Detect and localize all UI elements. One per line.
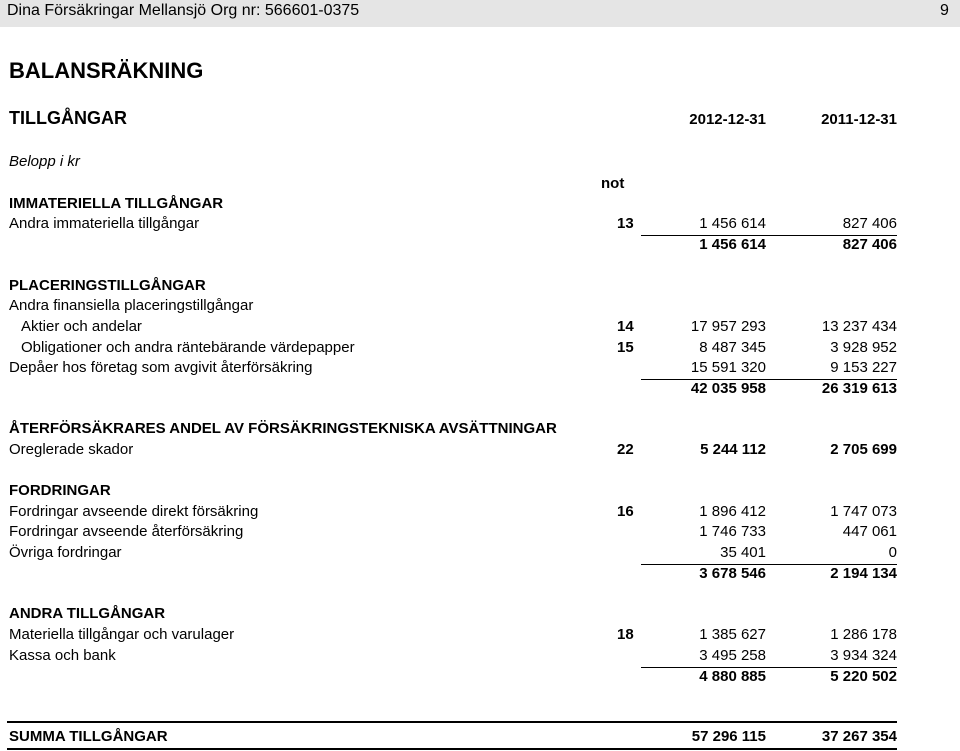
row-value-2011: 827 406	[842, 215, 897, 232]
row-note: 18	[617, 626, 634, 643]
document-title: BALANSRÄKNING	[9, 58, 204, 83]
total-underline	[7, 748, 897, 750]
header-title: Dina Försäkringar Mellansjö Org nr: 566601-0375	[7, 2, 360, 19]
subtotal-2012: 1 456 614	[699, 236, 766, 253]
subtotal-2012: 3 678 546	[699, 565, 766, 582]
row-value-2012: 5 244 112	[700, 441, 766, 458]
section-heading-placering: PLACERINGSTILLGÅNGAR	[9, 277, 206, 294]
row-value-2012: 3 495 258	[699, 647, 766, 664]
column-header-2012: 2012-12-31	[689, 111, 766, 128]
row-value-2012: 8 487 345	[699, 339, 766, 356]
row-value-2012: 15 591 320	[690, 359, 766, 376]
section-heading-andra: ANDRA TILLGÅNGAR	[9, 605, 166, 622]
section-title: TILLGÅNGAR	[9, 108, 127, 128]
row-label: Kassa och bank	[9, 647, 116, 664]
row-note: 14	[617, 318, 634, 335]
subtotal-2011: 2 194 134	[830, 565, 897, 582]
row-value-2012: 35 401	[720, 544, 766, 561]
row-label: Andra immateriella tillgångar	[9, 215, 200, 232]
column-header-2011: 2011-12-31	[821, 111, 897, 128]
row-value-2011: 1 286 178	[830, 626, 897, 643]
row-note: 22	[617, 441, 634, 458]
row-label: Oreglerade skador	[9, 441, 134, 458]
row-label: Depåer hos företag som avgivit återförsäkring	[9, 359, 313, 376]
row-value-2011: 1 747 073	[830, 503, 897, 520]
subtotal-2012: 42 035 958	[690, 380, 766, 397]
note-column-header: not	[601, 175, 625, 192]
subheading: Andra finansiella placeringstillgångar	[9, 297, 254, 314]
row-value-2011: 3 934 324	[830, 647, 897, 664]
row-label: Aktier och andelar	[21, 318, 142, 335]
total-label: SUMMA TILLGÅNGAR	[9, 728, 168, 745]
row-label: Fordringar avseende återförsäkring	[9, 523, 244, 540]
row-note: 13	[617, 215, 634, 232]
row-value-2011: 2 705 699	[830, 441, 897, 458]
row-value-2012: 1 896 412	[699, 503, 766, 520]
total-rule	[7, 721, 897, 723]
row-value-2012: 1 746 733	[699, 523, 766, 540]
total-2012: 57 296 115	[691, 728, 766, 745]
row-label: Fordringar avseende direkt försäkring	[9, 503, 259, 520]
row-value-2011: 13 237 434	[821, 318, 897, 335]
section-heading-fordringar: FORDRINGAR	[9, 482, 111, 499]
row-value-2012: 1 385 627	[699, 626, 766, 643]
subtotal-2011: 827 406	[842, 236, 897, 253]
total-2011: 37 267 354	[821, 728, 897, 745]
section-heading-immateriella: IMMATERIELLA TILLGÅNGAR	[9, 195, 224, 212]
row-value-2011: 9 153 227	[830, 359, 897, 376]
row-value-2012: 1 456 614	[699, 215, 766, 232]
row-label: Övriga fordringar	[9, 544, 122, 561]
subtotal-2011: 26 319 613	[821, 380, 897, 397]
section-heading-aterforsakring: ÅTERFÖRSÄKRARES ANDEL AV FÖRSÄKRINGSTEKNISKA AVSÄTTNINGAR	[9, 420, 557, 437]
subtotal-2012: 4 880 885	[699, 668, 766, 685]
row-label: Obligationer och andra räntebärande värdepapper	[21, 339, 355, 356]
row-note: 15	[617, 339, 634, 356]
row-value-2011: 3 928 952	[830, 339, 897, 356]
row-note: 16	[617, 503, 634, 520]
row-value-2011: 0	[888, 544, 897, 561]
subtotal-2011: 5 220 502	[830, 668, 897, 685]
page-number: 9	[940, 2, 949, 19]
row-value-2011: 447 061	[842, 523, 897, 540]
row-value-2012: 17 957 293	[690, 318, 766, 335]
row-label: Materiella tillgångar och varulager	[9, 626, 235, 643]
currency-note: Belopp i kr	[9, 153, 80, 170]
